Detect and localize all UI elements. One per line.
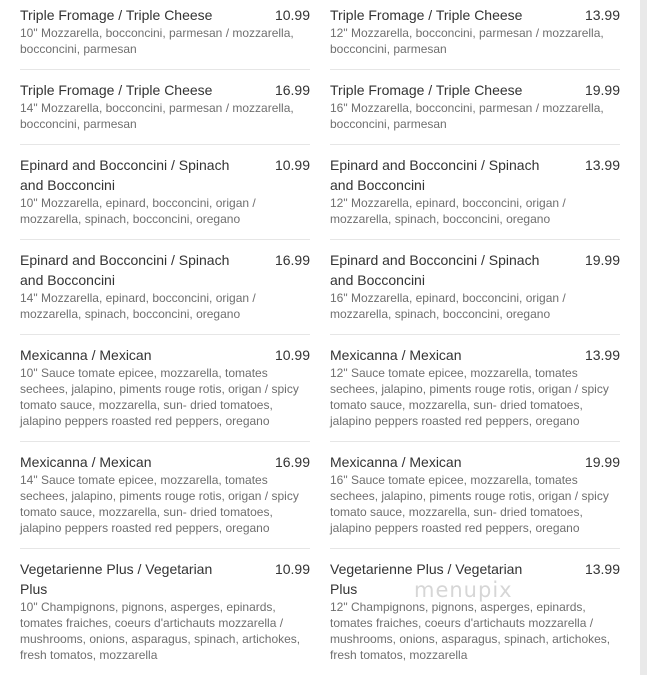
item-name: Epinard and Bocconcini / Spinach and Bocconcini xyxy=(330,157,540,193)
menu-item xyxy=(20,70,310,145)
item-price: 16.99 xyxy=(274,252,310,268)
item-name: Mexicanna / Mexican xyxy=(20,454,152,470)
item-description: 10" Champignons, pignons, asperges, epinards, tomates fraiches, coeurs d'artichauts mozzarella / mushrooms, onions, asparagus, spinach, artichokes, fresh tomatos, mozzarella xyxy=(20,600,301,662)
menu-item xyxy=(20,442,310,549)
item-description: 10" Sauce tomate epicee, mozzarella, tomates sechees, jalapino, piments rouge rotis, origan / spicy tomato sauce, mozzarella, sun- dried tomatoes, jalapino peppers roasted red peppers, oregano xyxy=(20,366,299,428)
item-description: 14" Sauce tomate epicee, mozzarella, tomates sechees, jalapino, piments rouge rotis, origan / spicy tomato sauce, mozzarella, sun- dried tomatoes, jalapino peppers roasted red peppers, oregano xyxy=(20,473,299,535)
item-price: 19.99 xyxy=(584,82,620,98)
menu-item xyxy=(330,335,620,442)
item-name: Mexicanna / Mexican xyxy=(330,347,462,363)
menu-item xyxy=(330,442,620,549)
item-description: 14" Mozzarella, epinard, bocconcini, origan / mozzarella, spinach, bocconcini, oregano xyxy=(20,291,256,321)
item-description: 16" Mozzarella, bocconcini, parmesan / mozzarella, bocconcini, parmesan xyxy=(330,101,604,131)
item-price: 13.99 xyxy=(584,561,620,577)
item-name: Mexicanna / Mexican xyxy=(20,347,152,363)
item-description: 16" Sauce tomate epicee, mozzarella, tomates sechees, jalapino, piments rouge rotis, origan / spicy tomato sauce, mozzarella, sun- dried tomatoes, jalapino peppers roasted red peppers, oregano xyxy=(330,473,609,535)
menu-item xyxy=(330,549,620,675)
item-description: 10" Mozzarella, epinard, bocconcini, origan / mozzarella, spinach, bocconcini, oregano xyxy=(20,196,256,226)
menu-item xyxy=(330,70,620,145)
menu-item xyxy=(20,335,310,442)
item-price: 10.99 xyxy=(274,7,310,23)
menu-item xyxy=(330,0,620,70)
item-name: Triple Fromage / Triple Cheese xyxy=(330,7,523,23)
item-price: 10.99 xyxy=(274,347,310,363)
item-name: Triple Fromage / Triple Cheese xyxy=(20,7,213,23)
item-price: 19.99 xyxy=(584,454,620,470)
item-name: Vegetarienne Plus / Vegetarian Plus xyxy=(330,561,523,597)
menu-item xyxy=(330,240,620,335)
item-price: 16.99 xyxy=(274,82,310,98)
menu-item xyxy=(20,240,310,335)
item-price: 10.99 xyxy=(274,157,310,173)
menu-item xyxy=(20,145,310,240)
menu-item xyxy=(20,0,310,70)
watermark-logo: menupix xyxy=(414,578,513,602)
menu-item xyxy=(330,145,620,240)
menu-item xyxy=(20,549,310,675)
scrollbar-track[interactable] xyxy=(640,0,647,675)
item-name: Epinard and Bocconcini / Spinach and Bocconcini xyxy=(20,157,230,193)
item-name: Triple Fromage / Triple Cheese xyxy=(330,82,523,98)
item-name: Epinard and Bocconcini / Spinach and Bocconcini xyxy=(20,252,230,288)
item-price: 13.99 xyxy=(584,347,620,363)
item-name: Mexicanna / Mexican xyxy=(330,454,462,470)
item-description: 12" Mozzarella, bocconcini, parmesan / mozzarella, bocconcini, parmesan xyxy=(330,26,604,56)
item-name: Epinard and Bocconcini / Spinach and Bocconcini xyxy=(330,252,540,288)
item-price: 13.99 xyxy=(584,7,620,23)
menu-grid xyxy=(20,0,620,675)
item-description: 16" Mozzarella, epinard, bocconcini, origan / mozzarella, spinach, bocconcini, oregano xyxy=(330,291,566,321)
item-price: 10.99 xyxy=(274,561,310,577)
item-description: 10" Mozzarella, bocconcini, parmesan / mozzarella, bocconcini, parmesan xyxy=(20,26,294,56)
item-name: Vegetarienne Plus / Vegetarian Plus xyxy=(20,561,213,597)
item-description: 12" Sauce tomate epicee, mozzarella, tomates sechees, jalapino, piments rouge rotis, origan / spicy tomato sauce, mozzarella, sun- dried tomatoes, jalapino peppers roasted red peppers, oregano xyxy=(330,366,609,428)
item-price: 19.99 xyxy=(584,252,620,268)
item-description: 12" Mozzarella, epinard, bocconcini, origan / mozzarella, spinach, bocconcini, oregano xyxy=(330,196,566,226)
item-description: 14" Mozzarella, bocconcini, parmesan / mozzarella, bocconcini, parmesan xyxy=(20,101,294,131)
item-description: 12" Champignons, pignons, asperges, epinards, tomates fraiches, coeurs d'artichauts mozzarella / mushrooms, onions, asparagus, spinach, artichokes, fresh tomatos, mozzarella xyxy=(330,600,611,662)
item-name: Triple Fromage / Triple Cheese xyxy=(20,82,213,98)
item-price: 13.99 xyxy=(584,157,620,173)
item-price: 16.99 xyxy=(274,454,310,470)
